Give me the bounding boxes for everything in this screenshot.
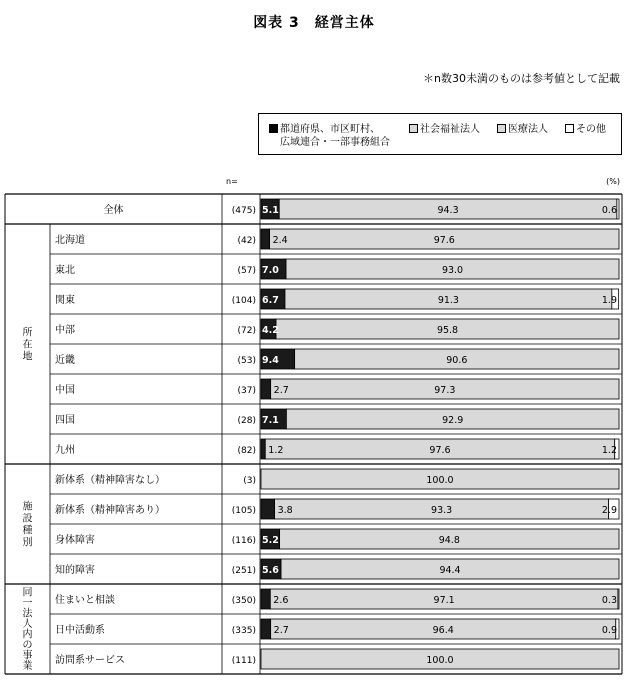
row-label: 四国 — [55, 415, 75, 426]
value-label: 6.7 — [262, 295, 279, 306]
legend-label-other: その他 — [576, 124, 606, 135]
row-n: (53) — [237, 356, 256, 366]
value-label: 92.9 — [442, 415, 464, 426]
row-label: 中部 — [55, 325, 75, 336]
row-label: 訪問系サービス — [55, 655, 125, 666]
bar-segment — [618, 589, 619, 609]
row-label: 新体系（精神障害あり） — [55, 505, 165, 516]
row-n: (104) — [231, 296, 256, 306]
legend-label-municipal-2: 広域連合・一部事務組合 — [280, 137, 390, 148]
row-n: (105) — [231, 506, 256, 516]
row-n: (72) — [237, 326, 256, 336]
value-label: 7.1 — [262, 415, 279, 426]
bar-segment — [261, 589, 270, 609]
group-label-char: の — [22, 639, 33, 651]
value-label: 100.0 — [426, 475, 454, 486]
value-label: 93.3 — [431, 505, 453, 516]
row-n: (116) — [231, 536, 256, 546]
group-label-char: 一 — [22, 597, 33, 609]
value-label: 2.9 — [601, 505, 617, 516]
row-label: 全体 — [103, 205, 124, 216]
group-label-char: 在 — [22, 339, 33, 351]
row-n: (28) — [237, 416, 256, 426]
row-label: 関東 — [55, 295, 75, 306]
row-label: 住まいと相談 — [55, 595, 115, 606]
value-label: 0.3 — [601, 595, 617, 606]
row-n: (475) — [231, 206, 256, 216]
row-n: (111) — [231, 656, 256, 666]
value-label: 94.4 — [439, 565, 461, 576]
row-label: 身体障害 — [55, 535, 95, 546]
row-label: 日中活動系 — [55, 625, 105, 636]
group-label-char: 所 — [22, 327, 33, 339]
row-n: (335) — [231, 626, 256, 636]
bar-segment — [261, 499, 275, 519]
bar-segment — [261, 619, 271, 639]
bar-segment — [617, 199, 619, 219]
value-label: 100.0 — [426, 655, 454, 666]
legend-label-municipal-1: 都道府県、市区町村、 — [280, 124, 380, 135]
value-label: 0.9 — [601, 625, 617, 636]
group-label-char: 種 — [22, 525, 33, 537]
percent-label: (%) — [606, 177, 620, 186]
group-label-char: 同 — [22, 587, 33, 599]
value-label: 94.8 — [438, 535, 460, 546]
group-label-char: 内 — [22, 629, 33, 641]
row-n: (42) — [237, 236, 256, 246]
value-label: 1.9 — [601, 295, 617, 306]
row-label: 近畿 — [55, 355, 75, 366]
row-n: (350) — [231, 596, 256, 606]
row-label: 北海道 — [55, 235, 85, 246]
row-n: (82) — [237, 446, 256, 456]
row-n: (3) — [243, 476, 256, 486]
group-label-char: 人 — [22, 618, 33, 630]
legend-label-social-welfare: 社会福祉法人 — [420, 124, 480, 135]
value-label: 2.7 — [273, 385, 289, 396]
value-label: 94.3 — [437, 205, 459, 216]
value-label: 91.3 — [437, 295, 459, 306]
value-label: 97.1 — [433, 595, 455, 606]
row-label: 中国 — [55, 385, 75, 396]
value-label: 1.2 — [601, 445, 617, 456]
row-label: 知的障害 — [55, 565, 95, 576]
group-label-char: 施 — [22, 501, 33, 513]
legend-label-medical: 医療法人 — [508, 124, 548, 135]
value-label: 97.3 — [434, 385, 456, 396]
value-label: 3.8 — [277, 505, 293, 516]
value-label: 2.4 — [272, 235, 288, 246]
value-label: 93.0 — [441, 265, 464, 276]
group-label-char: 事 — [22, 650, 33, 662]
value-label: 5.2 — [262, 535, 279, 546]
row-label: 九州 — [55, 445, 75, 456]
value-label: 95.8 — [436, 325, 459, 336]
value-label: 9.4 — [262, 355, 279, 366]
value-label: 2.7 — [273, 625, 289, 636]
bar-segment — [261, 379, 271, 399]
group-label-char: 別 — [22, 537, 33, 549]
value-label: 97.6 — [433, 235, 455, 246]
value-label: 5.1 — [262, 205, 279, 216]
row-n: (57) — [237, 266, 256, 276]
value-label: 96.4 — [432, 625, 454, 636]
value-label: 97.6 — [429, 445, 451, 456]
group-label-char: 法 — [22, 608, 33, 620]
value-label: 2.6 — [273, 595, 289, 606]
bar-segment — [261, 439, 265, 459]
row-n: (37) — [237, 386, 256, 396]
value-label: 4.2 — [262, 325, 279, 336]
sample-size-note: ＊n数30未満のものは参考値として記載 — [423, 72, 620, 85]
group-label-char: 設 — [22, 513, 33, 525]
value-label: 0.6 — [601, 205, 617, 216]
value-label: 1.2 — [268, 445, 284, 456]
row-label: 新体系（精神障害なし） — [55, 475, 165, 486]
n-label: n= — [226, 177, 238, 186]
value-label: 5.6 — [262, 565, 279, 576]
bar-segment — [261, 229, 270, 249]
chart-title: 図表 3 経営主体 — [253, 15, 375, 31]
value-label: 7.0 — [262, 265, 279, 276]
row-n: (251) — [231, 566, 256, 576]
group-label-char: 地 — [22, 351, 33, 363]
row-label: 東北 — [55, 265, 75, 276]
value-label: 90.6 — [446, 355, 468, 366]
group-label-char: 業 — [22, 660, 33, 672]
